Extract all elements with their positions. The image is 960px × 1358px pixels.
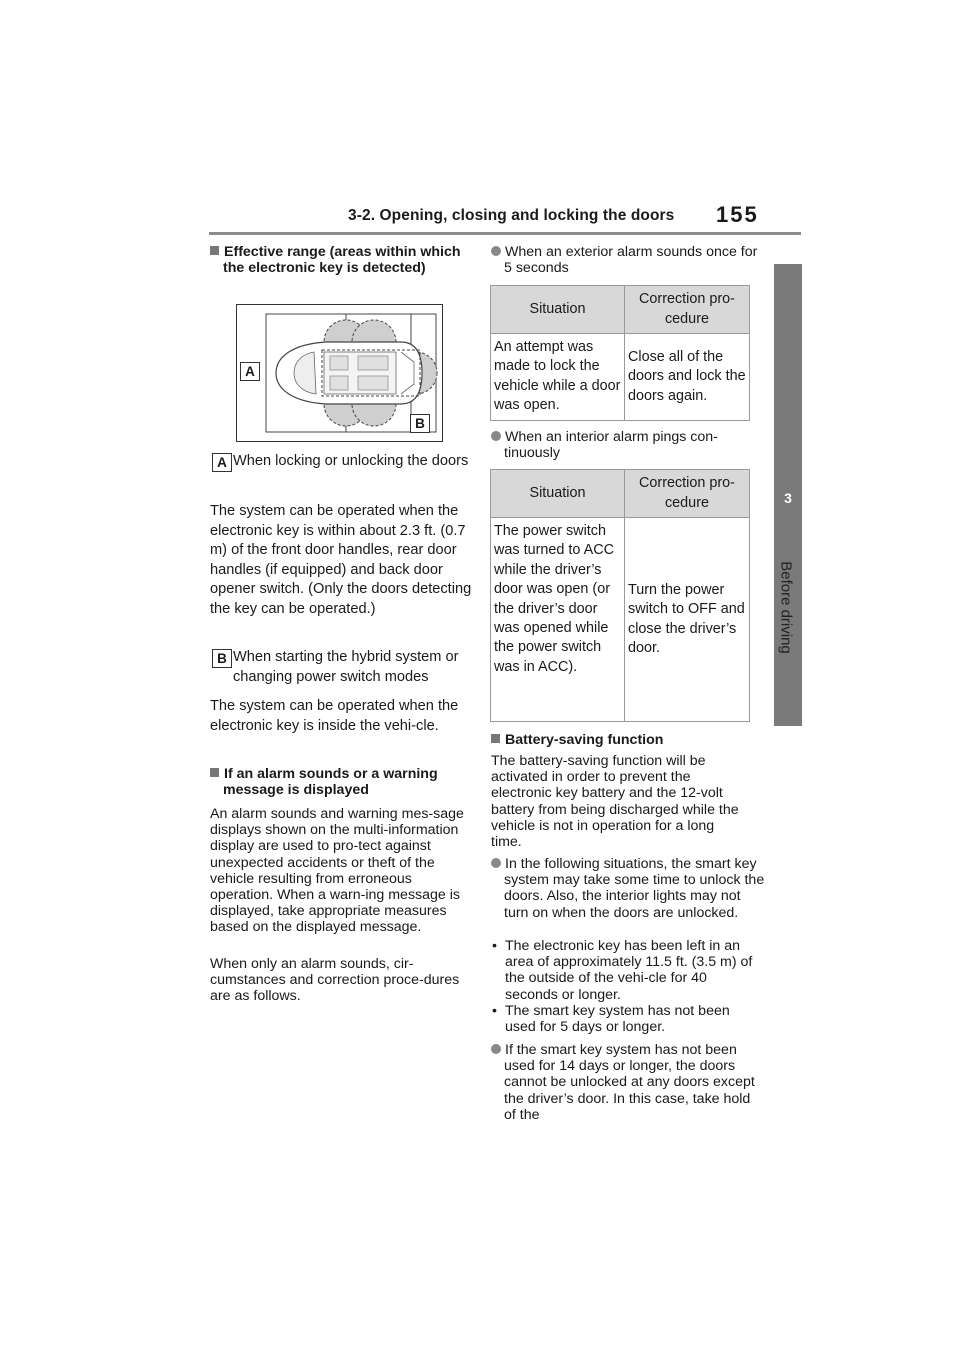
square-bullet-icon <box>210 768 219 777</box>
heading-battery-saving: Battery-saving function <box>491 732 766 748</box>
diagram-label-a: A <box>240 362 260 381</box>
table-header-situation: Situation <box>491 286 625 334</box>
paragraph-only-alarm: When only an alarm sounds, cir-cumstances and correction proce-dures are as follows. <box>210 956 460 1005</box>
table-header-correction: Correction pro-cedure <box>625 286 750 334</box>
circle-bullet-icon <box>491 246 501 256</box>
heading-alarm: If an alarm sounds or a warning message is displayed <box>210 766 485 798</box>
page-number: 155 <box>716 202 759 227</box>
table-cell-situation: The power switch was turned to ACC while the driver’s door was open (or the driver’s door was opened while the power switch was in ACC). <box>491 518 625 722</box>
paragraph-range: The system can be operated when the electronic key is within about 2.3 ft. (0.7 m) of the front door handles, rear door handles (if equipped) and back door opener switch. (Only the doors detecting the key can be operated.) <box>210 503 472 617</box>
table-cell-correction: Turn the power switch to OFF and close the driver’s door. <box>625 518 750 722</box>
table-exterior-alarm <box>490 285 750 421</box>
bullet-situations: In the following situations, the smart key system may take some time to unlock the doors. Also, the interior lights may not turn on when the doors are unlocked. <box>491 856 766 921</box>
table-header-correction: Correction pro-cedure <box>625 470 750 518</box>
paragraph-alarm: An alarm sounds and warning mes-sage displays shown on the multi-information display are used to pro-tect against unexpected accidents or theft of the vehicle resulting from erroneous operation. When a warn-ing message is displayed, take appropriate measures based on the displayed message. <box>210 806 464 936</box>
table-interior-alarm <box>490 469 750 722</box>
circle-bullet-icon <box>491 1044 501 1054</box>
table-cell-situation: An attempt was made to lock the vehicle while a door was open. <box>491 334 625 421</box>
sub-item-left-outside: • The electronic key has been left in an area of approximately 11.5 ft. (3.5 m) of the outside of the vehi-cle for 40 seconds or longer. <box>492 938 753 1003</box>
square-bullet-icon <box>491 734 500 743</box>
square-bullet-icon <box>210 246 219 255</box>
bullet-interior-alarm: When an interior alarm pings con-tinuously <box>491 429 766 461</box>
paragraph-battery-saving: The battery-saving function will be activated in order to prevent the electronic key battery and the 12-volt battery from being discharged while the vehicle is not in operation for a long time. <box>491 753 739 851</box>
bullet-14-days: If the smart key system has not been used for 14 days or longer, the doors cannot be unlocked at any doors except the driver’s door. In this case, take hold of the <box>491 1042 766 1123</box>
bullet-exterior-alarm: When an exterior alarm sounds once for 5 seconds <box>491 244 766 276</box>
item-a-text: When locking or unlocking the doors <box>233 453 469 469</box>
item-b-badge: B <box>212 649 232 668</box>
item-a-badge: A <box>212 453 232 472</box>
table-row <box>491 334 750 421</box>
table-header-situation: Situation <box>491 470 625 518</box>
diagram-label-b: B <box>410 414 430 433</box>
header-rule <box>209 232 801 235</box>
circle-bullet-icon <box>491 431 501 441</box>
paragraph-inside: The system can be operated when the electronic key is inside the vehi-cle. <box>210 698 459 734</box>
section-title: 3-2. Opening, closing and locking the doors <box>348 207 675 224</box>
circle-bullet-icon <box>491 858 501 868</box>
car-outline-icon <box>276 342 422 404</box>
chapter-number: 3 <box>784 490 792 506</box>
table-row <box>491 518 750 722</box>
sub-item-not-used: • The smart key system has not been used for 5 days or longer. <box>492 1003 730 1036</box>
table-cell-correction: Close all of the doors and lock the doors again. <box>625 334 750 421</box>
heading-effective-range: Effective range (areas within which the electronic key is detected) <box>210 244 485 276</box>
item-b-text: When starting the hybrid system or changing power switch modes <box>233 649 459 685</box>
